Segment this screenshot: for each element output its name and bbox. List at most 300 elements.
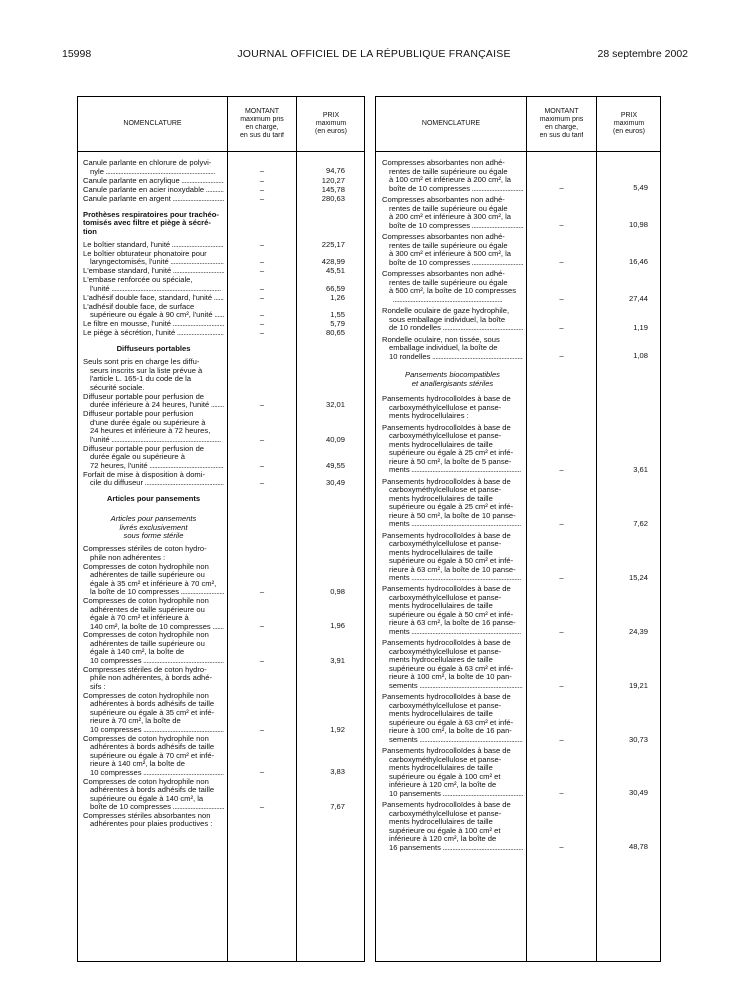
montant-cell: – [559,257,564,267]
nomenclature-line: adhérentes à bords adhésifs de taille [90,700,215,709]
montant-cell: – [259,310,265,320]
nomenclature-line: adhérentes de taille supérieure ou [90,639,205,648]
nomenclature-line: sements ..... [382,682,523,691]
nomenclature-line: Le boîtier standard, l'unité ..... [83,241,224,250]
table-row [78,195,364,203]
nomenclature-line: durée inférieure à 24 heures, l'unité ..... [83,401,224,410]
prix-cell: 66,59 [325,283,345,293]
nomenclature-line: Compresses stériles absorbantes non [83,811,211,820]
nomenclature-line: tion [83,227,97,236]
nomenclature-line: la boîte de 10 compresses ..... [83,588,224,597]
nomenclature-cell [83,778,224,812]
nomenclature-line: Pansements hydrocolloïdes à base de [382,639,511,648]
montant-cell: – [559,220,564,230]
nomenclature-cell [83,294,224,303]
table-body [78,151,364,961]
nomenclature-line: Prothèses respiratoires pour trachéo- [83,210,219,219]
montant-cell: – [559,626,564,636]
table-row [78,692,364,734]
montant-cell: – [559,680,564,690]
col-nomenclature-header: NOMENCLATURE [421,120,481,127]
nomenclature-line: ments ..... [382,628,523,637]
nomenclature-cell [382,639,523,690]
prix-cell: 3,83 [330,767,345,777]
prix-cell: 120,27 [321,175,345,185]
col-montant-line: en charge, [544,124,579,131]
table-row [78,471,364,488]
nomenclature-line: Compresses absorbantes non adhé- [382,196,505,204]
nomenclature-cell [83,195,224,204]
montant-cell: – [259,266,265,276]
nomenclature-cell [382,801,523,852]
nomenclature-cell [382,159,523,193]
col-prix-line: PRIX [322,112,340,119]
montant-cell: – [259,319,265,329]
montant-cell: – [259,292,265,302]
nomenclature-cell [83,735,224,778]
prix-cell: 30,73 [628,734,648,744]
nomenclature-line: boîte de 10 compresses ..... [382,222,523,231]
montant-cell: – [259,655,265,665]
montant-cell: – [559,734,564,744]
nomenclature-line: l'unité ..... [83,436,224,445]
montant-cell: – [559,465,564,474]
montant-cell: – [259,400,265,410]
nomenclature-line: d'une durée égale ou supérieure à [90,418,206,427]
table-header [376,97,660,152]
nomenclature-line: rieure à 50 cm², la boîte de 10 panse- [389,511,516,520]
nomenclature-cell [83,276,224,293]
nomenclature-cell [83,267,224,276]
table-row [78,250,364,267]
table-row [376,801,660,852]
nomenclature-line: supérieure ou égale à 63 cm² et infé- [389,664,514,673]
montant-cell: – [559,842,564,852]
nomenclature-line: carboxyméthylcellulose et panse- [389,701,502,710]
nomenclature-line: supérieure ou égale à 90 cm², l'unité ..... [83,311,224,320]
nomenclature-line: Diffuseur portable pour perfusion [83,410,194,419]
nomenclature-line: carboxyméthylcellulose et panse- [389,809,502,818]
nomenclature-cell [83,250,224,267]
table-row [376,424,660,475]
col-prix-line: (en euros) [613,128,645,135]
montant-cell: – [259,175,265,185]
nomenclature-cell [382,307,523,333]
prix-cell: 145,78 [321,184,345,194]
page-date: 28 septembre 2002 [597,48,688,60]
nomenclature-line: supérieure ou égale à 100 cm² et [389,826,501,835]
table-row [376,693,660,744]
nomenclature-line: supérieure ou égale à 140 cm², la [90,794,204,803]
table-row [78,294,364,302]
nomenclature-line: Articles pour pansements [110,515,197,524]
nomenclature-line: ments hydrocellulaires de taille [389,818,493,827]
nomenclature-line: 24 heures et inférieure à 72 heures, [90,427,211,436]
prix-cell: 30,49 [628,788,648,798]
nomenclature-line: rentes de taille supérieure ou égale [389,278,508,287]
col-montant-line: en sus du tarif [539,132,584,139]
nomenclature-line: rieure à 50 cm², la boîte de 5 panse- [389,457,512,466]
prix-cell: 5,49 [633,183,648,193]
nomenclature-cell [83,329,224,338]
nomenclature-line: Compresses de coton hydrophile non [83,631,209,640]
nomenclature-line: Rondelle oculaire de gaze hydrophile, [382,307,510,315]
prix-cell: 24,39 [628,626,648,636]
nomenclature-cell [83,393,224,410]
nomenclature-line: sous forme stérile [123,532,184,541]
nomenclature-line: Compresses absorbantes non adhé- [382,233,505,241]
montant-cell: – [559,294,564,304]
nomenclature-line: adhérentes pour plaies productives : [90,820,213,829]
nomenclature-cell [83,320,224,329]
table-row [376,478,660,529]
nomenclature-line: ments hydrocellulaires : [389,412,469,421]
nomenclature-line: adhérentes de taille supérieure ou [90,605,205,614]
nomenclature-cell [83,241,224,250]
montant-cell: – [259,434,265,444]
nomenclature-line: l'unité ..... [83,285,224,294]
nomenclature-line: Rondelle oculaire, non tissée, sous [382,335,500,344]
table-row [78,778,364,812]
nomenclature-line: supérieure ou égale à 70 cm² et infé- [90,751,215,760]
montant-cell: – [559,183,564,193]
nomenclature-line: Canule parlante en argent ..... [83,195,224,204]
col-montant-header [527,97,596,151]
nomenclature-line: inférieure à 120 cm², la boîte de [389,781,497,790]
prix-cell: 94,76 [325,166,345,176]
nomenclature-line: emballage individuel, la boîte de [389,344,498,353]
montant-cell: – [259,801,265,811]
nomenclature-cell [83,812,224,829]
nomenclature-line: Canule parlante en acier inoxydable ..... [83,186,224,195]
col-montant-line: en sus du tarif [240,132,284,139]
montant-cell: – [559,788,564,798]
prix-cell: 280,63 [321,193,345,203]
table-row [376,270,660,304]
nomenclature-cell [382,747,523,798]
nomenclature-line: de 10 rondelles ..... [382,324,523,333]
nomenclature-line: supérieure ou égale à 100 cm² et [389,772,501,781]
nomenclature-cell [83,666,224,692]
nomenclature-line: carboxyméthylcellulose et panse- [389,593,502,602]
nomenclature-cell [83,186,224,195]
table-row [78,320,364,328]
table-body [376,151,660,961]
nomenclature-line: Seuls sont pris en charge les diffu- [83,358,200,367]
nomenclature-line: supérieure ou égale à 50 cm² et infé- [389,610,514,619]
table-row [78,177,364,185]
table-row [376,307,660,332]
col-montant-line: MONTANT [244,108,280,115]
prix-cell: 1,26 [330,292,345,302]
nomenclature-line: Pansements hydrocolloïdes à base de [382,747,511,756]
nomenclature-line: rieure à 100 cm², la boîte de 10 pan- [389,673,512,682]
nomenclature-line: Pansements hydrocolloïdes à base de [382,477,511,486]
nomenclature-line: livrés exclusivement [119,523,188,532]
nomenclature-line: Compresses stériles de coton hydro- [83,665,207,674]
nomenclature-cell [83,445,224,471]
nomenclature-line: ments hydrocellulaires de taille [389,494,493,503]
table-row [78,545,364,562]
nomenclature-line: durée égale ou supérieure à [90,453,185,462]
montant-cell: – [259,239,265,249]
table-row [376,196,660,230]
col-montant-line: maximum pris [539,116,584,123]
journal-title: JOURNAL OFFICIEL DE LA RÉPUBLIQUE FRANÇAISE [237,48,511,60]
nomenclature-line: 10 compresses ..... [83,657,224,666]
nomenclature-line: rentes de taille supérieure ou égale [389,241,508,250]
prix-cell: 1,08 [633,351,648,361]
table-row [78,631,364,665]
prix-cell: 3,61 [633,465,648,474]
prix-cell: 16,46 [628,257,648,267]
montant-cell: – [259,724,265,734]
nomenclature-line: supérieure ou égale à 63 cm² et infé- [389,718,514,727]
nomenclature-line: nyle ..... [83,168,224,177]
nomenclature-cell [382,336,523,362]
nomenclature-line: supérieure ou égale à 25 cm² et infé- [389,503,514,512]
nomenclature-line: sous emballage individuel, la boîte [389,315,506,324]
nomenclature-line: ments hydrocellulaires de taille [389,548,493,557]
nomenclature-line: égale à 35 cm² et inférieure à 70 cm², [90,579,217,588]
table-row [376,747,660,798]
nomenclature-line: Compresses de coton hydrophile non [83,562,209,571]
table-row [78,345,364,353]
nomenclature-line: rieure à 100 cm², la boîte de 16 pan- [389,727,512,736]
table-row [78,276,364,293]
nomenclature-line: Compresses de coton hydrophile non [83,691,209,700]
nomenclature-cell [83,471,224,488]
nomenclature-line: laryngectomisés, l'unité ..... [83,258,224,267]
nomenclature-cell [382,693,523,744]
nomenclature-line: ments hydrocellulaires de taille [389,764,493,773]
montant-cell: – [259,193,265,203]
nomenclature-line: carboxyméthylcellulose et panse- [389,647,502,656]
table-row [78,393,364,410]
nomenclature-line: L'adhésif double face, standard, l'unité ..... [83,294,224,303]
nomenclature-line: ments hydrocellulaires de taille [389,656,493,665]
montant-cell: – [559,322,564,332]
montant-cell: – [259,460,265,470]
nomenclature-line: supérieure ou égale à 35 cm² et infé- [90,708,215,717]
nomenclature-line: Articles pour pansements [106,495,201,504]
col-prix-line: (en euros) [315,128,347,135]
nomenclature-cell [382,424,523,475]
col-montant-line: MONTANT [544,108,579,115]
col-nomenclature-header: NOMENCLATURE [123,120,182,127]
montant-cell: – [259,166,265,176]
col-prix-line: PRIX [620,112,638,119]
col-prix-line: maximum [613,120,645,127]
nomenclature-line: sements ..... [382,736,523,745]
table-row [78,241,364,249]
nomenclature-line: supérieure ou égale à 25 cm² et infé- [389,449,514,458]
nomenclature-cell [83,159,224,176]
prix-cell: 30,49 [325,478,345,488]
table-row [376,532,660,583]
montant-cell: – [259,767,265,777]
table-row [78,410,364,444]
montant-cell: – [259,283,265,293]
nomenclature-line: L'embase renforcée ou spéciale, [83,276,193,285]
nomenclature-line: Compresses de coton hydrophile non [83,777,209,786]
montant-cell: – [559,572,564,582]
nomenclature-line: rentes de taille supérieure ou égale [389,204,508,213]
col-montant-line: en charge, [245,124,279,131]
prix-cell: 1,96 [330,621,345,631]
nomenclature-cell [83,345,224,354]
nomenclature-cell [83,563,224,597]
prix-cell: 49,55 [325,460,345,470]
nomenclature-line: et anallergisants stériles [411,379,494,388]
table-row [376,336,660,361]
nomenclature-cell [83,545,224,562]
nomenclature-line: Compresses absorbantes non adhé- [382,270,505,278]
nomenclature-line: boîte de 10 compresses ..... [382,259,523,268]
nomenclature-line: rieure à 70 cm², la boîte de [90,717,181,726]
montant-cell: – [259,621,265,631]
nomenclature-cell [83,177,224,186]
table-row [78,735,364,777]
montant-cell: – [259,586,265,596]
nomenclature-line: cile du diffuseur ..... [83,479,224,488]
prix-cell: 27,44 [628,294,648,304]
prix-cell: 48,78 [628,842,648,852]
nomenclature-line: adhérentes à bords adhésifs de taille [90,786,215,794]
nomenclature-line: ments ..... [382,466,523,475]
nomenclature-line: 10 rondelles ..... [382,353,523,362]
prix-cell: 80,65 [325,328,345,338]
table-row [78,267,364,275]
nomenclature-line: 72 heures, l'unité ..... [83,462,224,471]
nomenclature-line: égale à 140 cm², la boîte de [90,648,185,657]
prix-cell: 1,92 [330,724,345,734]
nomenclature-cell [83,692,224,735]
nomenclature-line: Diffuseur portable pour perfusion de [83,392,205,401]
nomenclature-line: carboxyméthylcellulose et panse- [389,486,502,495]
table-row [78,159,364,176]
nomenclature-line: Compresses absorbantes non adhé- [382,159,505,167]
nomenclature-cell [83,303,224,320]
nomenclature-line: ments ..... [382,574,523,583]
prix-cell: 7,62 [633,518,648,528]
nomenclature-line: Diffuseur portable pour perfusion de [83,444,205,453]
prix-cell: 40,09 [325,434,345,444]
nomenclature-line: ments hydrocellulaires de taille [389,710,493,719]
nomenclature-line: tomisés avec filtre et piège à sécré- [83,219,211,228]
table-row [78,329,364,337]
col-montant-line: maximum pris [240,116,284,123]
table-row [78,666,364,691]
nomenclature-line [382,296,523,305]
nomenclature-line: Pansements hydrocolloïdes à base de [382,801,511,810]
table-row [376,233,660,267]
nomenclature-line: adhérentes de taille supérieure ou [90,571,205,580]
table-row [78,495,364,503]
nomenclature-cell [83,495,224,504]
prix-cell: 5,79 [330,319,345,329]
table-row [78,563,364,597]
nomenclature-cell [83,597,224,631]
prix-cell: 15,24 [628,572,648,582]
nomenclature-line: rieure à 63 cm², la boîte de 10 panse- [389,565,516,574]
nomenclature-line: ments hydrocellulaires de taille [389,602,493,611]
nomenclature-line: ments ..... [382,520,523,529]
nomenclature-cell [382,233,523,267]
nomenclature-cell [83,211,224,237]
nomenclature-cell [83,358,224,392]
table-row [78,597,364,631]
nomenclature-line: carboxyméthylcellulose et panse- [389,755,502,764]
nomenclature-line: Canule parlante en chlorure de polyvi- [83,159,212,167]
nomenclature-line: à 500 cm², la boîte de 10 compresses [389,287,517,295]
table-row [78,445,364,470]
nomenclature-line: 10 compresses ..... [83,769,224,778]
montant-cell: – [259,478,265,488]
nomenclature-line: phile non adhérentes, à bords adhé- [90,674,213,683]
nomenclature-line: L'embase standard, l'unité ..... [83,267,224,276]
nomenclature-line: carboxyméthylcellulose et panse- [389,403,502,412]
nomenclature-line: rieure à 140 cm², la boîte de [90,760,185,769]
nomenclature-line: Compresses de coton hydrophile non [83,597,209,606]
table-row [376,639,660,690]
montant-cell: – [559,351,564,361]
montant-cell: – [259,328,265,338]
table-row [78,211,364,236]
nomenclature-line: Pansements hydrocolloïdes à base de [382,693,511,702]
nomenclature-line: 10 pansements ..... [382,790,523,799]
col-prix-header [597,97,661,151]
prix-cell: 7,67 [330,801,345,811]
table-row [78,303,364,320]
nomenclature-line: ments hydrocellulaires de taille [389,440,493,449]
nomenclature-line: boîte de 10 compresses ..... [83,803,224,812]
prix-cell: 225,17 [321,239,345,249]
nomenclature-line: l'article L. 165-1 du code de la [90,375,192,384]
page-number: 15998 [62,48,92,60]
nomenclature-line: Pansements hydrocolloïdes à base de [382,423,511,432]
table-row [376,371,660,388]
nomenclature-line: égale à 70 cm² et inférieure à [90,614,189,623]
nomenclature-cell [382,395,523,421]
montant-cell: – [559,518,564,528]
nomenclature-cell [83,410,224,444]
nomenclature-line: Compresses stériles de coton hydro- [83,545,207,554]
nomenclature-line: carboxyméthylcellulose et panse- [389,432,502,441]
nomenclature-cell [382,478,523,529]
nomenclature-cell [382,270,523,304]
table-row [78,515,364,540]
nomenclature-line: à 200 cm² et inférieure à 300 cm², la [389,213,511,221]
nomenclature-cell [382,532,523,583]
nomenclature-line: seurs inscrits sur la liste prévue à [90,366,203,375]
nomenclature-line: L'adhésif double face, de surface [83,302,195,311]
tariff-table-left [77,96,365,962]
nomenclature-cell [382,585,523,636]
table-row [78,186,364,194]
table-row [78,812,364,829]
nomenclature-line: Pansements hydrocolloïdes à base de [382,585,511,594]
nomenclature-line: 10 compresses ..... [83,726,224,735]
nomenclature-line: sifs : [90,682,106,691]
prix-cell: 3,91 [330,655,345,665]
prix-cell: 19,21 [628,680,648,690]
prix-cell: 32,01 [325,400,345,410]
nomenclature-line: supérieure ou égale à 50 cm² et infé- [389,557,514,566]
montant-cell: – [259,257,265,267]
nomenclature-line: Le piège à sécrétion, l'unité ..... [83,329,224,338]
nomenclature-line: rieure à 63 cm², la boîte de 16 panse- [389,619,516,628]
